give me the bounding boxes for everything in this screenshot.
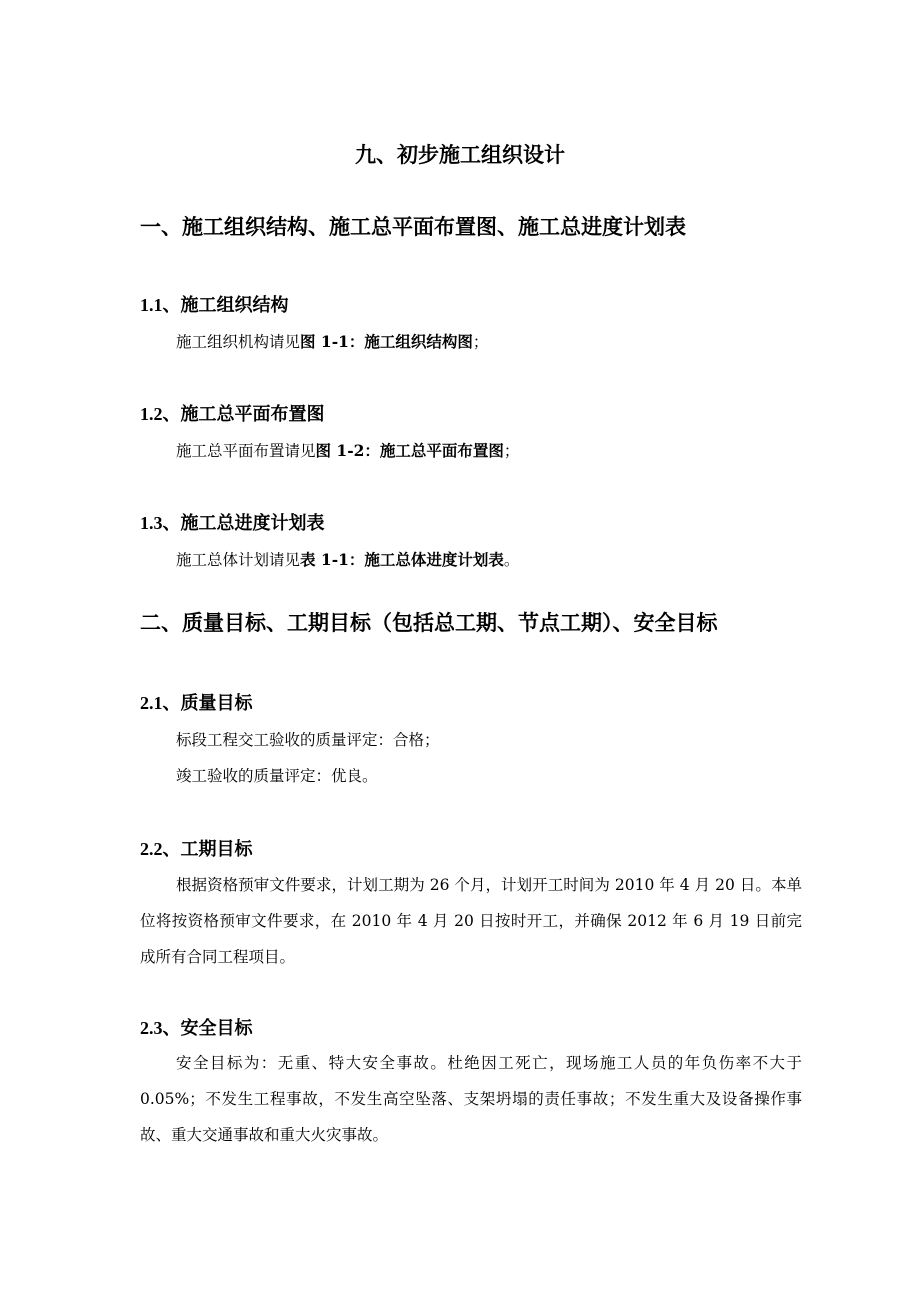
subsection-2-2-title: 、工期目标 (162, 839, 253, 860)
subsection-2-1-heading (140, 690, 253, 717)
subsection-1-2-title: 、施工总平面布置图 (162, 404, 325, 425)
subsection-2-1-number: 2.1 (140, 693, 163, 713)
text-prefix: 施工总体计划请见 (176, 551, 301, 569)
subsection-2-3-title: 、安全目标 (162, 1018, 253, 1039)
subsection-1-3-text (176, 548, 519, 572)
subsection-2-2-number: 2.2 (140, 839, 163, 859)
text-prefix: 施工组织机构请见 (176, 333, 301, 351)
text-suffix: ； (503, 442, 520, 460)
text-prefix: 施工总平面布置请见 (176, 442, 316, 460)
subsection-2-1-title: 、质量目标 (162, 693, 253, 714)
subsection-1-1-number: 1.1 (140, 295, 163, 315)
section-1-heading: 一、施工组织结构、施工总平面布置图、施工总进度计划表 (140, 215, 686, 239)
figure-reference: 图 1-1：施工组织结构图 (300, 332, 473, 351)
subsection-1-3-heading (140, 510, 325, 537)
subsection-1-2-number: 1.2 (140, 404, 163, 424)
subsection-1-2-text (176, 439, 519, 463)
text-suffix: ； (472, 333, 489, 351)
subsection-1-1-text (176, 330, 488, 354)
subsection-2-1-line-2: 竣工验收的质量评定：优良。 (176, 767, 378, 785)
subsection-1-1-title: 、施工组织结构 (162, 295, 289, 316)
section-2-heading: 二、质量目标、工期目标（包括总工期、节点工期）、安全目标 (140, 611, 718, 635)
subsection-2-3-heading (140, 1015, 253, 1042)
figure-reference: 图 1-2：施工总平面布置图 (315, 441, 504, 460)
subsection-2-1-line-1: 标段工程交工验收的质量评定：合格； (176, 731, 440, 749)
subsection-1-1-heading (140, 292, 289, 319)
subsection-2-3-number: 2.3 (140, 1018, 163, 1038)
subsection-2-2-paragraph: 根据资格预审文件要求，计划工期为 26 个月，计划开工时间为 2010 年 4 月 20 日。本单位将按资格预审文件要求，在 2010 年 4 月 20 日按时开工，并确保 2012 年 6 月 19 日前完成所有合同工程项目。 (140, 876, 802, 966)
subsection-1-3-title: 、施工总进度计划表 (162, 513, 325, 534)
subsection-2-3-paragraph: 安全目标为：无重、特大安全事故。杜绝因工死亡，现场施工人员的年负伤率不大于 0.05%；不发生工程事故，不发生高空坠落、支架坍塌的责任事故；不发生重大及设备操作事故、重大交通事故和重大火灾事故。 (140, 1054, 802, 1144)
text-suffix: 。 (503, 551, 520, 569)
subsection-1-2-heading (140, 401, 325, 428)
subsection-2-2-heading (140, 836, 253, 863)
subsection-1-3-number: 1.3 (140, 513, 163, 533)
table-reference: 表 1-1：施工总体进度计划表 (300, 550, 504, 569)
page-title: 九、初步施工组织设计 (355, 143, 565, 167)
